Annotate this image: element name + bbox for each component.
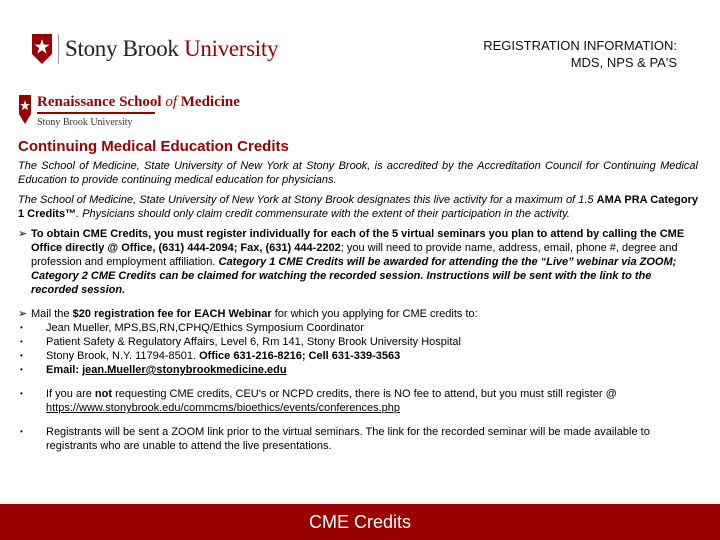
rsm-name: Renaissance School of Medicine [37, 94, 240, 110]
list-item: • Patient Safety & Regulatory Affairs, Level 6, Rm 141, Stony Brook University Hospital [20, 336, 461, 348]
footer-bar [0, 504, 720, 540]
list-item: • Jean Mueller, MPS,BS,RN,CPHQ/Ethics Symposium Coordinator [20, 322, 364, 334]
arrow-bullet-icon: ➢ [18, 228, 28, 240]
renaissance-school-logo [18, 94, 240, 129]
logo-divider [58, 34, 59, 64]
list-item: • Registrants will be sent a ZOOM link prior to the virtual seminars. The link for the recorded seminar will be made available to registrants who are unable to attend the live presentations. [20, 426, 650, 452]
star-shield-icon [30, 32, 54, 66]
zoom-link-note [18, 425, 698, 453]
no-credit-note [18, 387, 698, 415]
logo-wordmark: Stony Brook University [65, 36, 279, 61]
reg-line-1: REGISTRATION INFORMATION: [483, 38, 677, 53]
rsm-subtitle: Stony Brook University [37, 117, 133, 128]
page-title: Continuing Medical Education Credits [18, 138, 289, 155]
registration-url-link[interactable]: https://www.stonybrook.edu/commcms/bioethics/events/conferences.php [46, 402, 401, 414]
registration-heading [483, 37, 677, 71]
accreditation-statement: The School of Medicine, State University of New York at Stony Brook, is accredited by the Accreditation Council for Continuing Medical Education to provide continuing medical education for physicians. [18, 160, 698, 186]
mailing-address [18, 321, 698, 377]
rsm-rule [37, 112, 155, 114]
designation-statement: The School of Medicine, State University of New York at Stony Brook designates this live activity for a maximum of 1.5 AMA PRA Category 1 Credits™. Physicians should only claim credit commensurate with the extent of their participation in the activity. [18, 194, 698, 220]
email-link[interactable]: jean.Mueller@stonybrookmedicine.edu [82, 364, 287, 376]
list-item: • Email: jean.Mueller@stonybrookmedicine.edu [20, 364, 287, 376]
list-item: • If you are not requesting CME credits, CEU's or NCPD credits, there is NO fee to attend, but you must still register @ https://www.stonybrook.edu/commcms/bioethics/events/conferences.php [20, 388, 617, 414]
stony-brook-logo [30, 28, 278, 70]
footer-label: CME Credits [308, 512, 411, 532]
arrow-bullet-icon: ➢ [18, 308, 28, 320]
mail-fee-instructions: ➢ Mail the $20 registration fee for EACH Webinar for which you applying for CME credits to: [18, 308, 478, 320]
rsm-crest-icon [18, 94, 32, 126]
reg-line-2: MDS, NPS & PA'S [570, 55, 677, 70]
obtain-credits-instructions: ➢ To obtain CME Credits, you must register individually for each of the 5 virtual seminars you plan to attend by calling the CME Office directly @ Office, (631) 444-2094; Fax, (631) 444-2202; you will need to provide name, address, email, phone #, degree and profession and employment affiliation. Category 1 CME Credits will be awarded for attending the the “Live” webinar via ZOOM; Category 2 CME Credits can be claimed for watching the recorded session. Instructions will be sent with the link to the recorded session. [18, 228, 685, 296]
list-item: • Stony Brook, N.Y. 11794-8501. Office 631-216-8216; Cell 631-339-3563 [20, 350, 401, 362]
main-content [18, 138, 698, 453]
